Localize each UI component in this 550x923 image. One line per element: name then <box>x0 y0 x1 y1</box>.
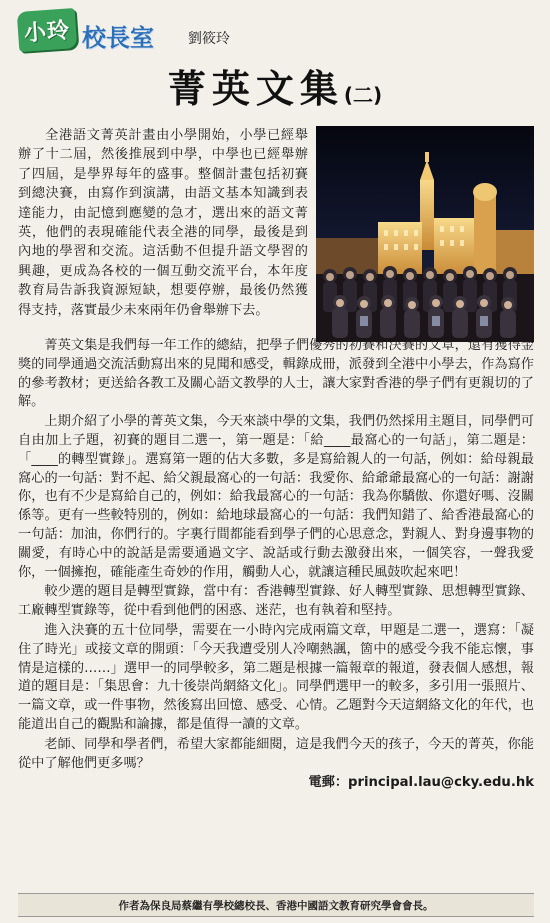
paragraph: 較少選的題目是轉型實錄，當中有：香港轉型實錄、好人轉型實錄、思想轉型實錄、工廠轉型實錄等，從中看到他們的困惑、迷茫，也有執着和堅持。 <box>18 584 534 619</box>
logo-text: 小玲 <box>23 17 71 47</box>
title-main: 菁英文集 <box>167 67 344 111</box>
intro-text: 全港語文菁英計畫由小學開始，小學已經舉辦了十二屆，然後推展到中學，中學也已經舉辦了四屆，是學界每年的盛事。整個計畫包括初賽到總決賽，由寫作到演講，由語文基本知識到表達能力，由記憶到應變的急才，選出來的語文菁英，他們的表現確能代表全港的同學，最後是到內地的學習和交流。這活動不但提升語文學習的興趣，更成為各校的一個互動交流平台，本年度教育局告訴我資源短缺，想要停辦，最後仍然獲得支持，落實最少未來兩年仍會舉辦下去。 <box>18 128 308 318</box>
email-line <box>18 774 534 793</box>
intro-paragraph <box>18 126 308 320</box>
email-address[interactable]: principal.lau@cky.edu.hk <box>348 775 534 791</box>
article-body <box>18 337 534 793</box>
author-footer <box>18 893 534 917</box>
paragraph: 老師、同學和學者們，希望大家都能細閱，這是我們今天的孩子，今天的菁英，你能從中了解他們更多嗎？ <box>18 736 534 771</box>
title-sub: (二) <box>343 83 383 107</box>
paragraph: 進入決賽的五十位同學，需要在一小時內完成兩篇文章，甲題是二選一，選寫：「凝住了時光」或接文章的開頭：「今天我遭受別人冷嘲熱諷，箇中的感受今我不能忘懷，事情是這樣的……」選甲一的同學較多，第二題是根據一篇報章的報道，發表個人感想，報道的題目是：「集思會：九十後崇尚網絡文化」。同學們選甲一的較多，多引用一張照片、一篇文章，或一件事物，然後寫出回憶、感受、心情。乙題對今天這網絡文化的年代，也能道出自己的觀點和論據，都是值得一讀的文章。 <box>18 622 534 732</box>
article-title <box>0 58 550 113</box>
column-header <box>18 6 538 54</box>
logo-badge <box>17 8 78 52</box>
column-name: 校長室 <box>82 24 154 52</box>
paragraph: 菁英文集是我們每一年工作的總結，把學子們優秀的初賽和決賽的文章，還有獲得金獎的同學通過交流活動寫出來的見聞和感受，輯錄成冊，派發到全港中小學去，作為寫作的參考教材；更送給各教工及關心語文教學的人士，讓大家對香港的學子們有更親切的了解。 <box>18 338 534 410</box>
night-scene-photo <box>316 126 534 342</box>
footer-text: 作者為保良局蔡繼有學校總校長、香港中國語文教育研究學會會長。 <box>118 899 434 912</box>
paragraph: 上期介紹了小學的菁英文集，今天來談中學的文集，我們仍然採用主題目，同學們可自由加上子題，初賽的題目二選一，第一題是：「給____最窩心的一句話」，第二題是：「____的轉型實錄」。選寫第一題的佔大多數，多是寫給親人的一句話，例如：給母親最窩心的一句話：對不起、給父親最窩心的一句話：我愛你、給爺爺最窩心的一句話：謝謝你，也有不少是寫給自己的，例如：給我最窩心的一句話：我為你驕傲、你還好嗎、沒關係等。更有一些較特別的，例如：給地球最窩心的一句話：我們知錯了、給香港最窩心的一句話：加油，你們行的。字裏行間都能看到學子們的心思意念，對親人、對身邊事物的關愛，有時心中的說話是需要通過文字、說話或行動去激發出來，一個笑容，一聲我愛你，一個擁抱，確能產生奇妙的作用，觸動人心，就讓這種民風鼓吹起來吧！ <box>18 414 534 580</box>
author-name: 劉筱玲 <box>188 31 230 47</box>
group-photo <box>316 126 534 342</box>
email-label: 電郵： <box>308 775 349 791</box>
